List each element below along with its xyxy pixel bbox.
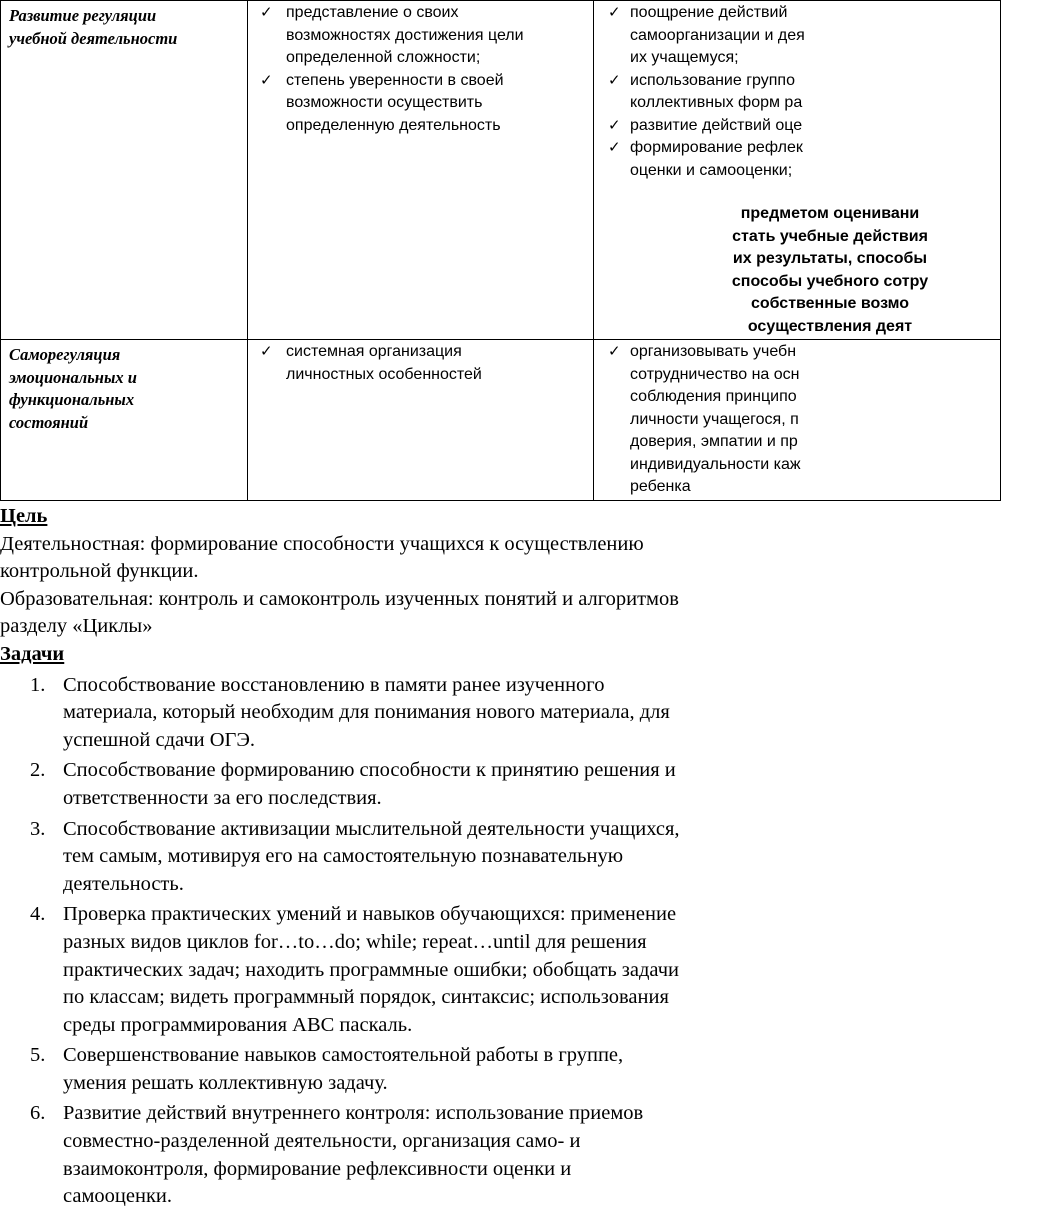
goal-activity-line-cont: контрольной функции. [0, 560, 199, 583]
row-label: Саморегуляция эмоциональных и функциональных состояний [9, 345, 137, 432]
checkmark-icon: ✓ [608, 116, 621, 134]
assessment-subject-note: предметом оценивани стать учебные действия их результаты, способы способы учебного сотру собственные возмо осуществления деят [731, 205, 929, 335]
item-number: 5. [30, 1044, 46, 1067]
item-number: 6. [30, 1102, 46, 1125]
indicators-cell [248, 340, 594, 501]
list-item: 3. Способствование активизации мыслительной деятельности учащихся, тем самым, мотивируя его на самостоятельную познавательную деятельность. [30, 817, 680, 895]
list-item: 5. Совершенствование навыков самостоятельной работы в группе, умения решать коллективную задачу. [30, 1044, 624, 1094]
list-item: ✓ развитие действий оце [594, 115, 1000, 138]
list-item: 1. Способствование восстановлению в памяти ранее изученного материала, который необходим для понимания нового материала, для успешной сдачи ОГЭ. [30, 673, 670, 751]
goal-educational-line-cont: разделу «Циклы» [0, 615, 153, 638]
checkmark-icon: ✓ [608, 4, 621, 21]
list-item: ✓ степень уверенности в своей возможности осуществить определенную деятельность [260, 71, 504, 134]
checkmark-icon: ✓ [260, 343, 273, 360]
methods-cell [594, 340, 1001, 501]
list-item: 4. Проверка практических умений и навыков обучающихся: применение разных видов циклов for…to…do; while; repeat…until для решения практических задач; находить программные ошибки; обобщать задачи по классам; видеть программный порядок, синтаксис; использования среды программирования ABC паскаль. [30, 903, 679, 1036]
list-item: 6. Развитие действий внутреннего контроля: использование приемов совместно-разделенной деятельности, организация само- и взаимоконтроля, формирование рефлексивности оценки и самооценки. [30, 1102, 644, 1208]
table-row [1, 1, 1001, 340]
list-item: ✓ поощрение действий самоорганизации и дея их учащемуся; [608, 4, 805, 66]
item-number: 1. [30, 673, 46, 696]
item-number: 2. [30, 759, 46, 782]
checkmark-icon: ✓ [608, 139, 621, 156]
row-label: Развитие регуляции учебной деятельности [9, 6, 178, 48]
goal-heading: Цель [0, 505, 48, 527]
list-item: ✓ представление о своих возможностях достижения цели определенной сложности; [260, 4, 524, 66]
tasks-list [0, 672, 830, 1211]
table-row [1, 340, 1001, 501]
competency-table [0, 0, 1001, 501]
list-item: ✓ системная организация личностных особенностей [260, 343, 482, 383]
row-label-cell [1, 1, 248, 340]
tasks-heading: Задачи [0, 642, 65, 665]
list-item: 2. Способствование формированию способности к принятию решения и ответственности за его последствия. [30, 759, 676, 809]
lesson-goals-section [0, 503, 830, 1211]
item-number: 4. [30, 903, 46, 926]
list-item: ✓ организовывать учебн сотрудничество на осн соблюдения принципо личности учащегося, п доверия, эмпатии и пр индивидуальности каж ребенка [608, 343, 801, 495]
list-item: ✓ использование группо коллективных форм ра [608, 71, 803, 111]
indicators-cell [248, 1, 594, 340]
item-number: 3. [30, 817, 46, 840]
list-item: ✓ формирование рефлек оценки и самооценки; [608, 139, 803, 179]
checkmark-icon: ✓ [608, 343, 621, 360]
checkmark-icon: ✓ [260, 71, 273, 89]
checkmark-icon: ✓ [260, 4, 273, 21]
row-label-cell [1, 340, 248, 501]
checkmark-icon: ✓ [608, 71, 621, 89]
methods-cell [594, 1, 1001, 340]
goal-activity-line: Деятельностная: формирование способности учащихся к осуществлению [0, 532, 644, 555]
goal-educational-line: Образовательная: контроль и самоконтроль изученных понятий и алгоритмов [0, 587, 679, 610]
